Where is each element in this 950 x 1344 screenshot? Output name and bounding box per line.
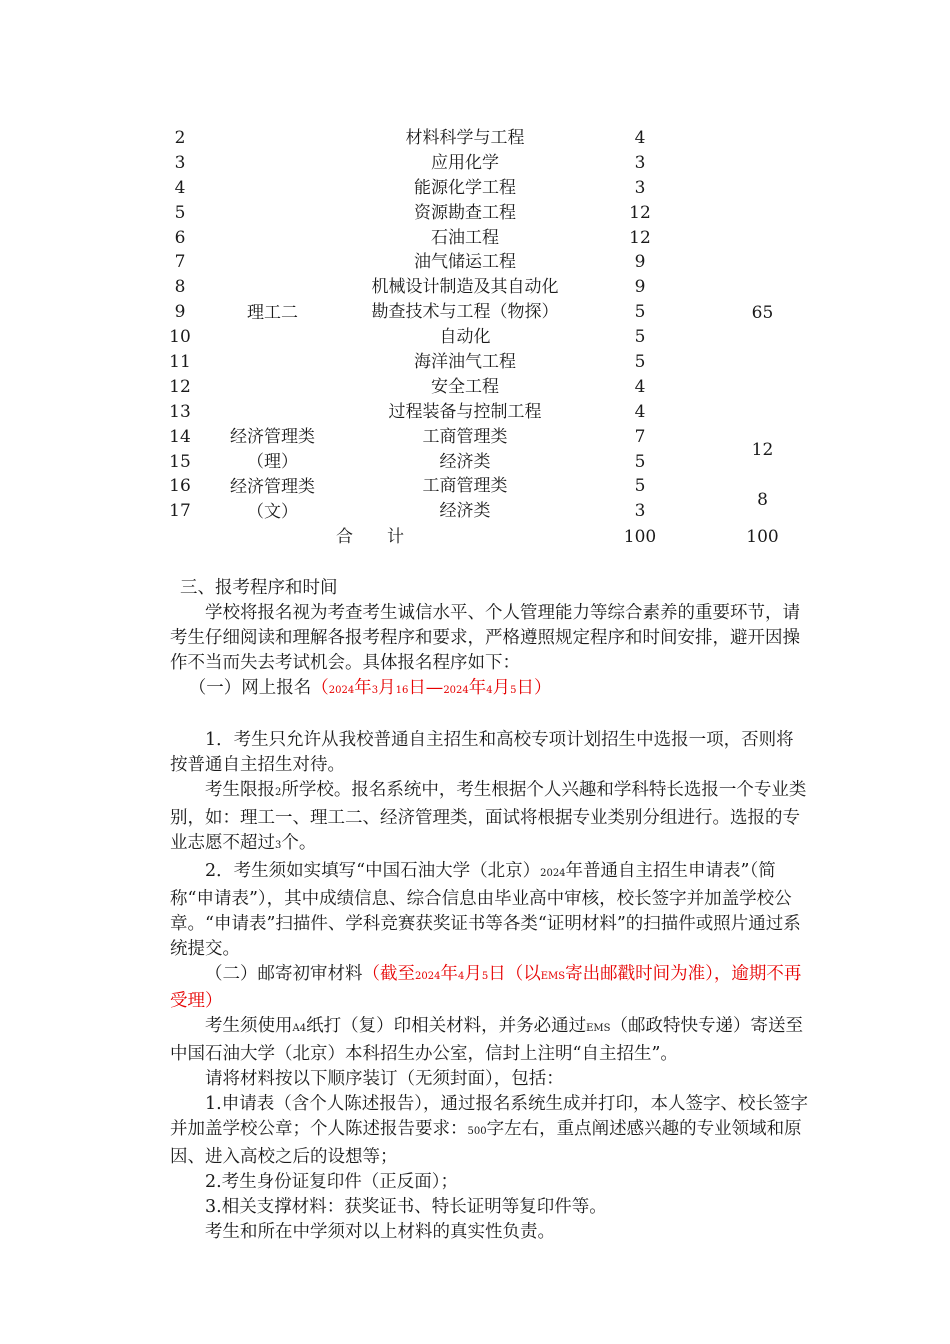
major-name: 应用化学 (431, 152, 499, 173)
row-number: 10 (169, 327, 191, 348)
major-name: 油气储运工程 (414, 252, 516, 273)
paragraph-intro: 学校将报名视为考查考生诚信水平、个人管理能力等综合素养的重要环节，请考生仔细阅读和理解各报考程序和要求，严格遵照规定程序和时间安排，避开因操作不当而失去考试机会。具体报名程序如下： (170, 602, 800, 673)
category-ligong-er: 理工二 (247, 303, 298, 323)
final-statement: 考生和所在中学须对以上材料的真实性负责。 (205, 1221, 555, 1242)
category-econ-arts-line1: 经济管理类 (230, 477, 315, 497)
sum-total: 100 (746, 527, 779, 547)
major-name: 能源化学工程 (414, 177, 516, 198)
online-registration-heading: （一）网上报名（2024年3月16日—2024年4月5日） (197, 677, 552, 698)
quota-number: 4 (634, 376, 646, 397)
section-heading: 三、报考程序和时间 (180, 578, 338, 598)
table-row (130, 226, 830, 251)
table-row (130, 375, 830, 400)
row-number: 9 (174, 302, 186, 323)
table-row (130, 176, 830, 201)
mail-paragraph-2: 请将材料按以下顺序装订（无须封面），包括： (205, 1069, 564, 1090)
quota-number: 5 (634, 476, 646, 497)
total-ligong-er: 65 (751, 303, 774, 323)
mail-heading: （二）邮寄初审材料（截至2024年4月5日（以EMS寄出邮戳时间为准），逾期不再受理） (170, 963, 802, 1012)
major-name: 自动化 (439, 327, 491, 348)
item-1: 1．考生只允许从我校普通自主招生和高校专项计划招生中选报一项，否则将按普通自主招生对待。 (170, 730, 794, 776)
list-item-1: 1.申请表（含个人陈述报告），通过报名系统生成并打印，本人签字、校长签字并加盖学校公章；个人陈述报告要求：500字左右，重点阐述感兴趣的专业领域和原因、进入高校之后的设想等； (170, 1094, 808, 1167)
list-item-3: 3.相关支撑材料：获奖证书、特长证明等复印件等。 (205, 1196, 607, 1217)
row-number: 15 (169, 451, 191, 472)
major-name: 过程装备与控制工程 (388, 401, 542, 422)
quota-number: 9 (634, 252, 646, 273)
list-item-2: 2.考生身份证复印件（正反面）； (205, 1171, 458, 1192)
table-row (130, 250, 830, 275)
major-name: 经济类 (439, 501, 491, 522)
body-text (170, 576, 810, 1245)
major-name: 工商管理类 (422, 476, 508, 497)
quota-number: 12 (629, 202, 651, 223)
row-number: 13 (169, 401, 191, 422)
category-econ-sci-line1: 经济管理类 (230, 427, 315, 447)
row-number: 17 (169, 501, 191, 522)
quota-number: 5 (634, 302, 646, 323)
major-name: 资源勘查工程 (414, 202, 516, 223)
quota-number: 5 (634, 327, 646, 348)
row-number: 7 (174, 252, 186, 273)
total-econ-sci: 12 (751, 440, 774, 460)
row-number: 2 (174, 128, 186, 148)
row-number: 6 (174, 227, 186, 248)
row-number: 14 (169, 426, 191, 447)
row-number: 5 (174, 202, 186, 223)
row-number: 3 (174, 152, 186, 173)
total-econ-arts: 8 (757, 490, 768, 510)
quota-number: 3 (634, 501, 646, 522)
sum-num: 100 (623, 527, 657, 547)
table-row (130, 350, 830, 375)
major-name: 海洋油气工程 (414, 352, 516, 373)
quota-number: 9 (634, 277, 646, 298)
sum-label: 合 计 (336, 527, 404, 547)
major-name: 石油工程 (431, 227, 499, 248)
row-number: 4 (174, 177, 186, 198)
category-econ-sci-line2: （理） (247, 452, 298, 472)
major-name: 安全工程 (431, 376, 499, 397)
table-row (130, 400, 830, 425)
mail-paragraph-1: 考生须使用A4纸打（复）印相关材料，并务必通过EMS（邮政特快专递）寄送至中国石油大学（北京）本科招生办公室，信封上注明“自主招生”。 (170, 1016, 803, 1065)
major-name: 材料科学与工程 (405, 128, 525, 148)
row-number: 16 (169, 476, 191, 497)
major-name: 机械设计制造及其自动化 (371, 277, 559, 298)
row-number: 8 (174, 277, 186, 298)
table-row (130, 275, 830, 300)
table-row (130, 325, 830, 350)
quota-number: 4 (634, 401, 646, 422)
table-row (130, 201, 830, 226)
major-name: 经济类 (439, 451, 491, 472)
quota-number: 4 (634, 128, 646, 148)
paragraph-limit: 考生限报2所学校。报名系统中，考生根据个人兴趣和学科特长选报一个专业类别，如：理工一、理工二、经济管理类，面试将根据专业类别分组进行。选报的专业志愿不超过3个。 (170, 780, 807, 854)
item-2: 2．考生须如实填写“中国石油大学（北京）2024年普通自主招生申请表”（简称“申请表”），其中成绩信息、综合信息由毕业高中审核，校长签字并加盖学校公章。“申请表”扫描件、学科竞赛获奖证书等各类“证明材料”的扫描件或照片通过系统提交。 (170, 860, 801, 959)
quota-number: 5 (634, 352, 646, 373)
major-name: 工商管理类 (422, 426, 508, 447)
table-row (130, 151, 830, 176)
quota-number: 3 (634, 177, 646, 198)
row-number: 11 (169, 352, 191, 373)
major-name: 勘查技术与工程（物探） (371, 302, 559, 323)
row-number: 12 (169, 376, 191, 397)
table-row (130, 126, 830, 151)
category-econ-arts-line2: （文） (247, 502, 298, 522)
quota-number: 12 (629, 227, 651, 248)
quota-number: 7 (634, 426, 646, 447)
quota-number: 5 (634, 451, 646, 472)
quota-number: 3 (634, 152, 646, 173)
